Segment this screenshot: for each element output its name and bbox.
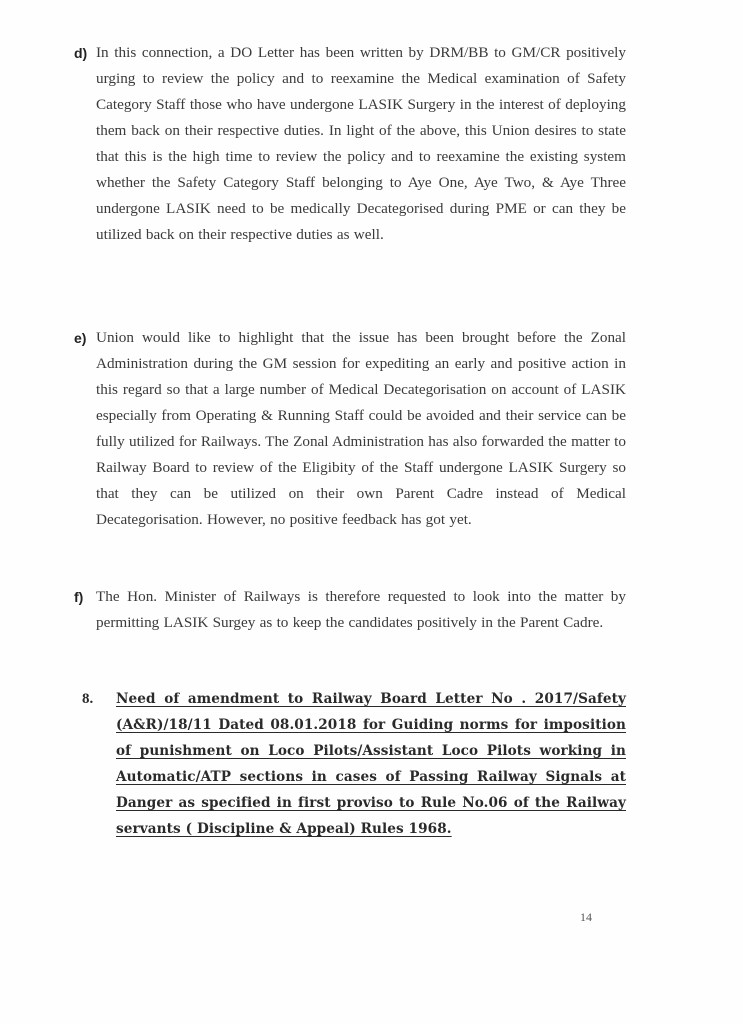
section-number: 8. (82, 691, 94, 707)
item-text: In this connection, a DO Letter has been written by DRM/BB to GM/CR positively urging to review the policy and to reexamine the Medical examination of Safety Category Staff those who have undergone LASIK Surgery in the interest of deploying them back on their respective duties. In light of the above, this Union desires to state that this is the high time to review the policy and to reexamine the existing system whether the Safety Category Staff belonging to Aye One, Aye Two, & Aye Three undergone LASIK need to be medically Decategorised during PME or can they be utilized back on their respective duties as well. (96, 44, 626, 243)
item-text: Union would like to highlight that the issue has been brought before the Zonal Administration during the GM session for expediting an early and positive action in this regard so that a large number of Medical Decategorisation on account of LASIK especially from Operating & Running Staff could be avoided and their service can be fully utilized for Railways. The Zonal Administration has also forwarded the matter to Railway Board to review of the Eligibity of the Staff undergone LASIK Surgery so that they can be utilized on their own Parent Cadre instead of Medical Decategorisation. However, no positive feedback has got yet. (96, 329, 626, 528)
page-number: 14 (580, 910, 592, 924)
item-marker: d) (74, 45, 88, 61)
list-item-e (74, 325, 626, 533)
item-marker: e) (74, 330, 87, 346)
item-marker: f) (74, 589, 84, 605)
section-title: Need of amendment to Railway Board Letter No . 2017/Safety (A&R)/18/11 Dated 08.01.2018 for Guiding norms for imposition of punishment on Loco Pilots/Assistant Loco Pilots working in Automatic/ATP sections in cases of Passing Railway Signals at Danger as specified in first proviso to Rule No.06 of the Railway servants ( Discipline & Appeal) Rules 1968. (116, 691, 626, 837)
section-heading-8 (82, 686, 626, 842)
list-item-f (74, 584, 626, 636)
item-text: The Hon. Minister of Railways is therefore requested to look into the matter by permitting LASIK Surgey as to keep the candidates positively in the Parent Cadre. (96, 588, 626, 631)
list-item-d (74, 40, 626, 248)
